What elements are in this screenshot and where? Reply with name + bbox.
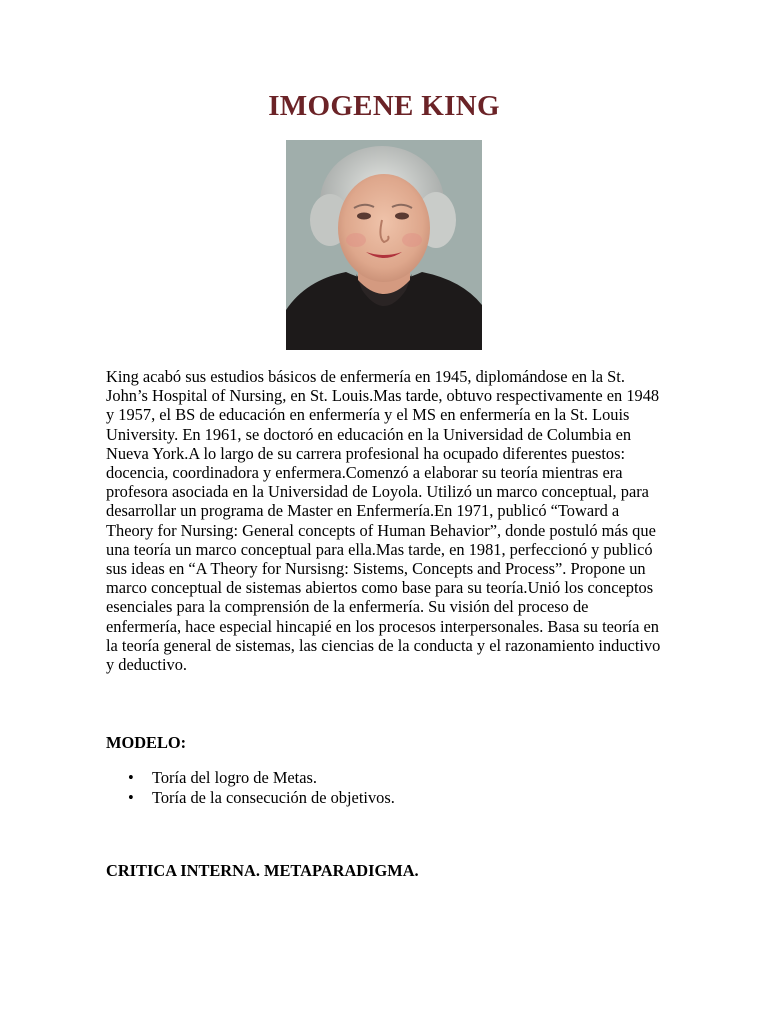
portrait-photo — [286, 140, 482, 350]
list-item — [106, 768, 395, 788]
list-item-text: Toría de la consecución de objetivos. — [152, 787, 395, 807]
biography-paragraph: King acabó sus estudios básicos de enfermería en 1945, diplomándose en la St. John’s Hospital of Nursing, en St. Louis.Mas tarde, obtuvo respectivamente en 1948 y 1957, el BS de educación en enfermería y el MS en enfermería en la St. Louis University. En 1961, se doctoró en educación en la Universidad de Columbia en Nueva York.A lo largo de su carrera profesional ha ocupado diferentes puestos: docencia, coordinadora y enfermera.Comenzó a elaborar su teoría mientras era profesora asociada en la Universidad de Loyola. Utilizó un marco conceptual, para desarrollar un programa de Master en Enfermería.En 1971, publicó “Toward a Theory for Nursing: General concepts of Human Behavior”, donde postuló más que una teoría un marco conceptual para ella.Mas tarde, en 1981, perfeccionó y publicó sus ideas en “A Theory for Nursisng: Sistems, Concepts and Process”. Propone un marco conceptual de sistemas abiertos como base para su teoría.Unió los conceptos esenciales para la comprensión de la enfermería. Su visión del proceso de enfermería, hace especial hincapié en los procesos interpersonales. Basa su teoría en la teoría general de sistemas, las ciencias de la conducta y el razonamiento inductivo y deductivo. — [106, 367, 661, 675]
page-title: IMOGENE KING — [268, 90, 500, 122]
modelo-list — [106, 768, 395, 807]
list-item-text: Toría del logro de Metas. — [152, 768, 317, 787]
bullet-icon: • — [128, 768, 134, 787]
critica-heading: CRITICA INTERNA. METAPARADIGMA. — [106, 861, 419, 880]
bullet-icon: • — [128, 787, 134, 807]
modelo-heading: MODELO: — [106, 733, 187, 752]
list-item — [106, 788, 395, 808]
